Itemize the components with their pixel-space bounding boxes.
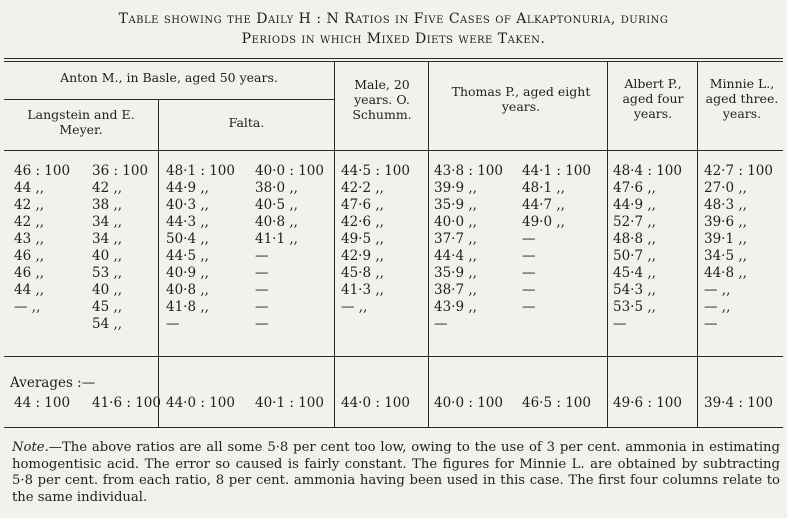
ratio-cell: 41·8 ,, [166, 299, 209, 315]
average-cell: 49·6 : 100 [613, 395, 682, 411]
ratio-cell: 39·9 ,, [434, 180, 477, 196]
ratio-cell: 49·5 ,, [341, 231, 384, 247]
ratio-cell: — [522, 265, 536, 281]
average-cell: 46·5 : 100 [522, 395, 591, 411]
ratio-cell: 44·3 ,, [166, 214, 209, 230]
ratio-cell: 42·2 ,, [341, 180, 384, 196]
ratio-cell: 48·1 : 100 [166, 163, 235, 179]
note-label: Note. [12, 440, 49, 455]
average-cell: 41·6 : 100 [92, 395, 161, 411]
average-cell: 44·0 : 100 [166, 395, 235, 411]
ratio-cell: 47·6 ,, [613, 180, 656, 196]
ratio-cell: — [255, 248, 269, 264]
ratio-cell: 43·8 : 100 [434, 163, 503, 179]
ratio-cell: — ,, [704, 299, 731, 315]
ratio-cell: — [255, 265, 269, 281]
average-cell: 40·0 : 100 [434, 395, 503, 411]
ratio-cell: 39·6 ,, [704, 214, 747, 230]
average-cell: 44·0 : 100 [341, 395, 410, 411]
ratio-cell: 48·1 ,, [522, 180, 565, 196]
ratio-cell: 44·1 : 100 [522, 163, 591, 179]
ratio-cell: — [522, 282, 536, 298]
ratio-cell: 50·7 ,, [613, 248, 656, 264]
ratio-cell: 35·9 ,, [434, 197, 477, 213]
table-title-line2: Periods in which Mixed Diets were Taken. [241, 31, 546, 47]
ratio-cell: 42 ,, [92, 180, 123, 196]
ratio-cell: 40·5 ,, [255, 197, 298, 213]
top-rule [4, 58, 783, 59]
ratio-cell: 45·4 ,, [613, 265, 656, 281]
ratio-cell: 48·4 : 100 [613, 163, 682, 179]
ratio-cell: 44·9 ,, [166, 180, 209, 196]
header-thomas: Thomas P., aged eight years. [451, 84, 591, 114]
ratio-cell: 39·1 ,, [704, 231, 747, 247]
ratio-cell: — [522, 299, 536, 315]
anton-sub-rule [4, 99, 334, 100]
ratio-cell: — ,, [341, 299, 368, 315]
ratio-cell: 44·5 ,, [166, 248, 209, 264]
ratio-cell: 44·8 ,, [704, 265, 747, 281]
ratio-cell: 34 ,, [92, 231, 123, 247]
ratio-cell: 42 ,, [14, 197, 45, 213]
header-minnie: Minnie L., aged three. years. [705, 76, 779, 121]
averages-label: Averages :— [10, 375, 96, 391]
ratio-cell: 48·8 ,, [613, 231, 656, 247]
ratio-cell: 42·7 : 100 [704, 163, 773, 179]
ratio-cell: — [522, 231, 536, 247]
header-bottom-rule [4, 150, 783, 151]
ratio-cell: 44 ,, [14, 180, 45, 196]
ratio-cell: — ,, [704, 282, 731, 298]
ratio-cell: 35·9 ,, [434, 265, 477, 281]
ratio-cell: 38·7 ,, [434, 282, 477, 298]
ratio-cell: 44 ,, [14, 282, 45, 298]
ratio-cell: 43·9 ,, [434, 299, 477, 315]
ratio-cell: 40·3 ,, [166, 197, 209, 213]
ratio-cell: 42·6 ,, [341, 214, 384, 230]
ratio-cell: 44·9 ,, [613, 197, 656, 213]
vrule-2 [334, 61, 335, 427]
ratio-cell: 34·5 ,, [704, 248, 747, 264]
ratio-cell: 38·0 ,, [255, 180, 298, 196]
ratio-cell: — [255, 299, 269, 315]
ratio-cell: 40·0 ,, [434, 214, 477, 230]
average-cell: 39·4 : 100 [704, 395, 773, 411]
ratio-cell: 38 ,, [92, 197, 123, 213]
ratio-cell: 40 ,, [92, 282, 123, 298]
ratio-cell: 45 ,, [92, 299, 123, 315]
header-albert: Albert P., aged four years. [622, 76, 684, 121]
ratio-cell: 34 ,, [92, 214, 123, 230]
vrule-1 [158, 99, 159, 427]
ratio-cell: 46 ,, [14, 265, 45, 281]
ratio-cell: 42 ,, [14, 214, 45, 230]
ratio-cell: 49·0 ,, [522, 214, 565, 230]
ratio-cell: — [166, 316, 180, 332]
ratio-cell: — [434, 316, 448, 332]
ratio-cell: 42·9 ,, [341, 248, 384, 264]
ratio-cell: 45·8 ,, [341, 265, 384, 281]
ratio-cell: 44·4 ,, [434, 248, 477, 264]
ratio-cell: 53 ,, [92, 265, 123, 281]
header-falta: Falta. [228, 115, 265, 130]
table-title-line1: Table showing the Daily H : N Ratios in Five Cases of Alkaptonuria, during [118, 11, 669, 27]
ratio-cell: 41·1 ,, [255, 231, 298, 247]
ratio-cell: 44·5 : 100 [341, 163, 410, 179]
ratio-cell: 40 ,, [92, 248, 123, 264]
ratio-cell: 54 ,, [92, 316, 123, 332]
vrule-3 [428, 61, 429, 427]
ratio-cell: 53·5 ,, [613, 299, 656, 315]
ratio-cell: 54·3 ,, [613, 282, 656, 298]
header-anton: Anton M., in Basle, aged 50 years. [60, 70, 278, 85]
top-rule-2 [4, 61, 783, 62]
ratio-cell: 41·3 ,, [341, 282, 384, 298]
header-male: Male, 20 years. O. Schumm. [352, 77, 412, 122]
ratio-cell: — ,, [14, 299, 41, 315]
ratio-cell: 27·0 ,, [704, 180, 747, 196]
ratio-cell: 48·3 ,, [704, 197, 747, 213]
ratio-cell: 40·0 : 100 [255, 163, 324, 179]
table-bottom-rule [4, 427, 783, 428]
ratio-cell: 40·8 ,, [255, 214, 298, 230]
vrule-4 [607, 61, 608, 427]
ratio-cell: — [255, 316, 269, 332]
vrule-5 [697, 61, 698, 427]
note-text: —The above ratios are all some 5·8 per cent too low, owing to the use of 3 per cent. ammonia in estimating homogentisic acid. The error so caused is fairly constant. The figures for Minnie L. are obtained by subtracting 5·8 per cent. from each ratio, 8 per cent. ammonia having been used in this case. The first four columns relate to the same individual. [12, 440, 780, 505]
footnote [12, 440, 780, 506]
ratio-cell: 50·4 ,, [166, 231, 209, 247]
ratio-cell: 44·7 ,, [522, 197, 565, 213]
ratio-cell: — [255, 282, 269, 298]
ratio-cell: — [522, 248, 536, 264]
ratio-cell: 46 : 100 [14, 163, 71, 179]
averages-top-rule [4, 356, 783, 357]
ratio-cell: — [704, 316, 718, 332]
ratio-cell: 43 ,, [14, 231, 45, 247]
ratio-cell: 40·8 ,, [166, 282, 209, 298]
ratio-cell: 52·7 ,, [613, 214, 656, 230]
average-cell: 44 : 100 [14, 395, 71, 411]
ratio-cell: — [613, 316, 627, 332]
average-cell: 40·1 : 100 [255, 395, 324, 411]
ratio-cell: 36 : 100 [92, 163, 149, 179]
header-langstein: Langstein and E. Meyer. [27, 107, 135, 137]
ratio-cell: 46 ,, [14, 248, 45, 264]
ratio-cell: 47·6 ,, [341, 197, 384, 213]
ratio-cell: 40·9 ,, [166, 265, 209, 281]
ratio-cell: 37·7 ,, [434, 231, 477, 247]
